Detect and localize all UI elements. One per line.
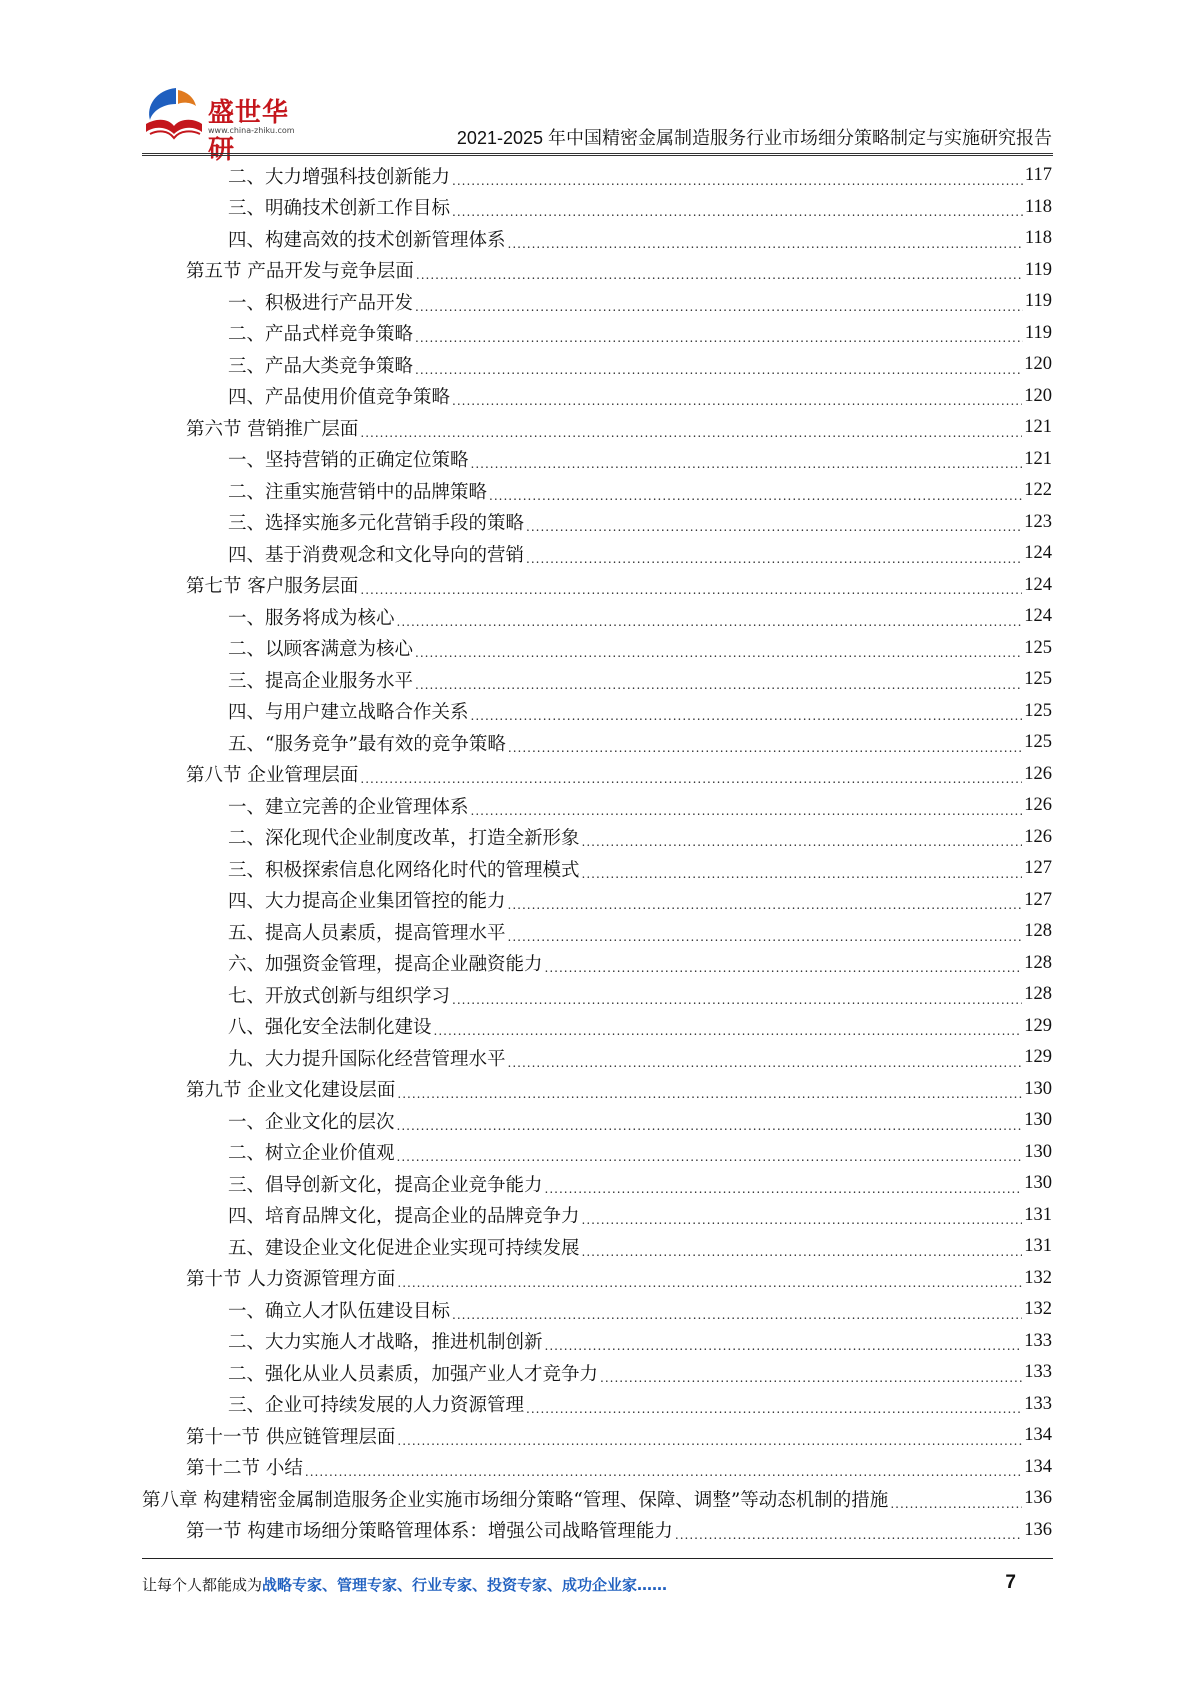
toc-entry-page: 118	[1024, 196, 1052, 217]
toc-entry[interactable]	[142, 1200, 1052, 1232]
toc-entry-title: 第八章 构建精密金属制造服务企业实施市场细分策略“管理、保障、调整”等动态机制的措施	[142, 1489, 889, 1511]
page-footer	[142, 1574, 1052, 1595]
page-number: 7	[1005, 1572, 1016, 1593]
toc-leader-dots	[545, 956, 1023, 975]
toc-entry[interactable]	[142, 412, 1052, 444]
toc-entry-title: 八、强化安全法制化建设	[228, 1017, 432, 1039]
toc-entry-page: 131	[1024, 1236, 1052, 1257]
toc-entry-title: 三、提高企业服务水平	[228, 670, 414, 692]
toc-entry-page: 122	[1024, 480, 1052, 501]
table-of-contents	[142, 160, 1052, 1546]
toc-leader-dots	[471, 452, 1023, 471]
toc-leader-dots	[452, 169, 1023, 188]
toc-entry-title: 第十一节 供应链管理层面	[186, 1426, 396, 1448]
toc-entry-page: 127	[1024, 889, 1052, 910]
toc-leader-dots	[397, 1145, 1023, 1164]
toc-entry-page: 120	[1024, 385, 1052, 406]
toc-entry-title: 五、“服务竞争”最有效的竞争策略	[228, 733, 506, 755]
toc-entry-page: 123	[1024, 511, 1052, 532]
toc-entry[interactable]	[142, 192, 1052, 224]
logo-url: www.china-zhiku.com	[208, 126, 295, 135]
toc-leader-dots	[545, 1177, 1023, 1196]
toc-leader-dots	[360, 578, 1022, 597]
toc-leader-dots	[397, 1082, 1022, 1101]
toc-leader-dots	[397, 1114, 1023, 1133]
toc-entry-title: 二、大力实施人才战略，推进机制创新	[228, 1332, 543, 1354]
toc-leader-dots	[545, 1334, 1023, 1353]
company-logo	[142, 84, 312, 165]
toc-entry-page: 127	[1024, 858, 1052, 879]
toc-entry-title: 二、注重实施营销中的品牌策略	[228, 481, 488, 503]
toc-leader-dots	[434, 1019, 1023, 1038]
toc-entry-page: 130	[1024, 1141, 1052, 1162]
toc-leader-dots	[471, 799, 1023, 818]
toc-entry[interactable]	[142, 444, 1052, 476]
toc-entry-title: 二、产品式样竞争策略	[228, 324, 414, 346]
toc-entry[interactable]	[142, 1011, 1052, 1043]
toc-leader-dots	[360, 767, 1022, 786]
toc-entry-title: 一、建立完善的企业管理体系	[228, 796, 469, 818]
header-divider	[142, 153, 1053, 156]
toc-entry[interactable]	[142, 223, 1052, 255]
toc-leader-dots	[582, 862, 1023, 881]
toc-entry-title: 三、产品大类竞争策略	[228, 355, 414, 377]
toc-leader-dots	[582, 830, 1023, 849]
toc-entry-page: 134	[1024, 1456, 1052, 1477]
toc-entry[interactable]	[142, 1389, 1052, 1421]
toc-entry[interactable]	[142, 1357, 1052, 1389]
toc-leader-dots	[675, 1523, 1022, 1542]
toc-leader-dots	[890, 1492, 1022, 1511]
toc-entry-page: 129	[1024, 1047, 1052, 1068]
toc-entry-title: 一、坚持营销的正确定位策略	[228, 450, 469, 472]
toc-entry-page: 124	[1024, 543, 1052, 564]
toc-leader-dots	[452, 988, 1022, 1007]
toc-entry[interactable]	[142, 475, 1052, 507]
toc-entry[interactable]	[142, 853, 1052, 885]
toc-entry[interactable]	[142, 381, 1052, 413]
toc-leader-dots	[452, 1303, 1022, 1322]
toc-entry[interactable]	[142, 727, 1052, 759]
toc-entry[interactable]	[142, 664, 1052, 696]
toc-entry-page: 128	[1024, 921, 1052, 942]
toc-entry[interactable]	[142, 538, 1052, 570]
footer-slogan-highlight: 战略专家、管理专家、行业专家、投资专家、成功企业家……	[262, 1576, 668, 1594]
toc-entry[interactable]	[142, 1042, 1052, 1074]
toc-entry-page: 119	[1024, 259, 1052, 280]
toc-entry[interactable]	[142, 790, 1052, 822]
toc-entry-title: 第八节 企业管理层面	[186, 765, 359, 787]
toc-entry[interactable]	[142, 759, 1052, 791]
toc-entry-page: 117	[1024, 165, 1052, 186]
toc-entry-page: 126	[1024, 763, 1052, 784]
toc-leader-dots	[508, 232, 1023, 251]
toc-leader-dots	[360, 421, 1022, 440]
toc-leader-dots	[305, 1460, 1022, 1479]
toc-entry[interactable]	[142, 1074, 1052, 1106]
toc-entry-page: 131	[1024, 1204, 1052, 1225]
toc-entry[interactable]	[142, 1105, 1052, 1137]
toc-entry-title: 一、服务将成为核心	[228, 607, 395, 629]
toc-leader-dots	[397, 1271, 1022, 1290]
toc-entry-title: 三、选择实施多元化营销手段的策略	[228, 513, 525, 535]
toc-entry-page: 133	[1024, 1393, 1052, 1414]
toc-entry[interactable]	[142, 948, 1052, 980]
toc-entry-page: 128	[1024, 984, 1052, 1005]
logo-emblem-icon	[142, 84, 206, 144]
toc-leader-dots	[415, 641, 1022, 660]
page-header	[142, 84, 1052, 165]
toc-entry-page: 121	[1024, 417, 1052, 438]
toc-entry-title: 七、开放式创新与组织学习	[228, 985, 451, 1007]
toc-leader-dots	[416, 263, 1023, 282]
toc-entry-title: 三、积极探索信息化网络化时代的管理模式	[228, 859, 580, 881]
toc-entry[interactable]	[142, 1137, 1052, 1169]
toc-entry[interactable]	[142, 822, 1052, 854]
toc-entry-title: 五、提高人员素质，提高管理水平	[228, 922, 506, 944]
toc-entry-title: 三、倡导创新文化，提高企业竞争能力	[228, 1174, 543, 1196]
toc-entry[interactable]	[142, 349, 1052, 381]
toc-entry[interactable]	[142, 979, 1052, 1011]
toc-leader-dots	[415, 295, 1023, 314]
toc-leader-dots	[582, 1208, 1023, 1227]
toc-entry-title: 九、大力提升国际化经营管理水平	[228, 1048, 506, 1070]
toc-entry-title: 四、与用户建立战略合作关系	[228, 702, 469, 724]
toc-entry-title: 第七节 客户服务层面	[186, 576, 359, 598]
toc-entry[interactable]	[142, 1231, 1052, 1263]
toc-entry[interactable]	[142, 318, 1052, 350]
toc-entry-title: 二、以顾客满意为核心	[228, 639, 414, 661]
toc-leader-dots	[508, 893, 1023, 912]
report-title: 2021-2025 年中国精密金属制造服务行业市场细分策略制定与实施研究报告	[456, 128, 1052, 148]
toc-entry-page: 119	[1024, 291, 1052, 312]
toc-leader-dots	[526, 515, 1022, 534]
toc-entry[interactable]	[142, 1263, 1052, 1295]
toc-entry-title: 二、深化现代企业制度改革，打造全新形象	[228, 828, 580, 850]
toc-entry-page: 133	[1024, 1330, 1052, 1351]
toc-entry-title: 第五节 产品开发与竞争层面	[186, 261, 414, 283]
toc-entry[interactable]	[142, 696, 1052, 728]
toc-entry-page: 128	[1024, 952, 1052, 973]
toc-entry-title: 第六节 营销推广层面	[186, 418, 359, 440]
toc-entry[interactable]	[142, 1483, 1052, 1515]
toc-entry[interactable]	[142, 255, 1052, 287]
toc-leader-dots	[582, 1240, 1023, 1259]
toc-entry[interactable]	[142, 916, 1052, 948]
toc-entry-page: 121	[1024, 448, 1052, 469]
toc-entry-page: 132	[1024, 1299, 1052, 1320]
toc-leader-dots	[415, 358, 1022, 377]
toc-leader-dots	[508, 1051, 1023, 1070]
toc-entry[interactable]	[142, 633, 1052, 665]
toc-entry[interactable]	[142, 1168, 1052, 1200]
toc-leader-dots	[526, 1397, 1022, 1416]
toc-leader-dots	[508, 925, 1023, 944]
toc-entry-page: 129	[1024, 1015, 1052, 1036]
toc-leader-dots	[471, 704, 1023, 723]
toc-entry-title: 第一节 构建市场细分策略管理体系：增强公司战略管理能力	[186, 1521, 673, 1543]
toc-entry-page: 134	[1024, 1425, 1052, 1446]
toc-entry-title: 四、产品使用价值竞争策略	[228, 387, 451, 409]
toc-entry-page: 126	[1024, 795, 1052, 816]
toc-entry[interactable]	[142, 1326, 1052, 1358]
toc-leader-dots	[489, 484, 1022, 503]
toc-entry-title: 第十节 人力资源管理方面	[186, 1269, 396, 1291]
logo-text: 盛世华研	[208, 98, 290, 165]
toc-entry-title: 一、企业文化的层次	[228, 1111, 395, 1133]
toc-entry-title: 一、积极进行产品开发	[228, 292, 414, 314]
toc-leader-dots	[397, 610, 1023, 629]
toc-entry-page: 124	[1024, 574, 1052, 595]
toc-entry[interactable]	[142, 286, 1052, 318]
toc-entry-title: 五、建设企业文化促进企业实现可持续发展	[228, 1237, 580, 1259]
toc-entry-page: 136	[1024, 1519, 1052, 1540]
toc-entry-page: 120	[1024, 354, 1052, 375]
toc-entry-title: 四、大力提高企业集团管控的能力	[228, 891, 506, 913]
footer-slogan-lead: 让每个人都能成为	[142, 1576, 263, 1594]
toc-leader-dots	[415, 673, 1022, 692]
toc-leader-dots	[415, 326, 1023, 345]
toc-entry-page: 133	[1024, 1362, 1052, 1383]
toc-entry[interactable]	[142, 160, 1052, 192]
toc-entry-page: 130	[1024, 1110, 1052, 1131]
toc-leader-dots	[452, 200, 1023, 219]
toc-entry-title: 一、确立人才队伍建设目标	[228, 1300, 451, 1322]
toc-entry[interactable]	[142, 1515, 1052, 1547]
toc-entry-title: 第十二节 小结	[186, 1458, 303, 1480]
toc-entry-page: 136	[1024, 1488, 1052, 1509]
toc-leader-dots	[508, 736, 1022, 755]
toc-entry[interactable]	[142, 601, 1052, 633]
toc-entry-page: 130	[1024, 1078, 1052, 1099]
toc-leader-dots	[397, 1429, 1022, 1448]
toc-entry-title: 二、大力增强科技创新能力	[228, 166, 451, 188]
toc-leader-dots	[600, 1366, 1022, 1385]
toc-entry-page: 125	[1024, 669, 1052, 690]
toc-entry-title: 二、树立企业价值观	[228, 1143, 395, 1165]
toc-entry-title: 第九节 企业文化建设层面	[186, 1080, 396, 1102]
toc-entry-title: 四、基于消费观念和文化导向的营销	[228, 544, 525, 566]
toc-entry-page: 130	[1024, 1173, 1052, 1194]
footer-divider	[142, 1558, 1053, 1559]
toc-entry[interactable]	[142, 1294, 1052, 1326]
toc-entry-title: 四、培育品牌文化，提高企业的品牌竞争力	[228, 1206, 580, 1228]
toc-entry[interactable]	[142, 1452, 1052, 1484]
toc-entry[interactable]	[142, 885, 1052, 917]
toc-entry-page: 125	[1024, 637, 1052, 658]
toc-leader-dots	[452, 389, 1022, 408]
toc-entry[interactable]	[142, 507, 1052, 539]
toc-entry-page: 125	[1024, 732, 1052, 753]
toc-entry-title: 二、强化从业人员素质，加强产业人才竞争力	[228, 1363, 599, 1385]
toc-entry-page: 132	[1024, 1267, 1052, 1288]
toc-entry-page: 118	[1024, 228, 1052, 249]
toc-entry[interactable]	[142, 1420, 1052, 1452]
toc-entry-page: 119	[1024, 322, 1052, 343]
toc-leader-dots	[526, 547, 1022, 566]
toc-entry-page: 126	[1024, 826, 1052, 847]
toc-entry[interactable]	[142, 570, 1052, 602]
toc-entry-title: 六、加强资金管理，提高企业融资能力	[228, 954, 543, 976]
toc-entry-page: 124	[1024, 606, 1052, 627]
toc-entry-title: 三、明确技术创新工作目标	[228, 198, 451, 220]
toc-entry-title: 三、企业可持续发展的人力资源管理	[228, 1395, 525, 1417]
toc-entry-page: 125	[1024, 700, 1052, 721]
toc-entry-title: 四、构建高效的技术创新管理体系	[228, 229, 506, 251]
